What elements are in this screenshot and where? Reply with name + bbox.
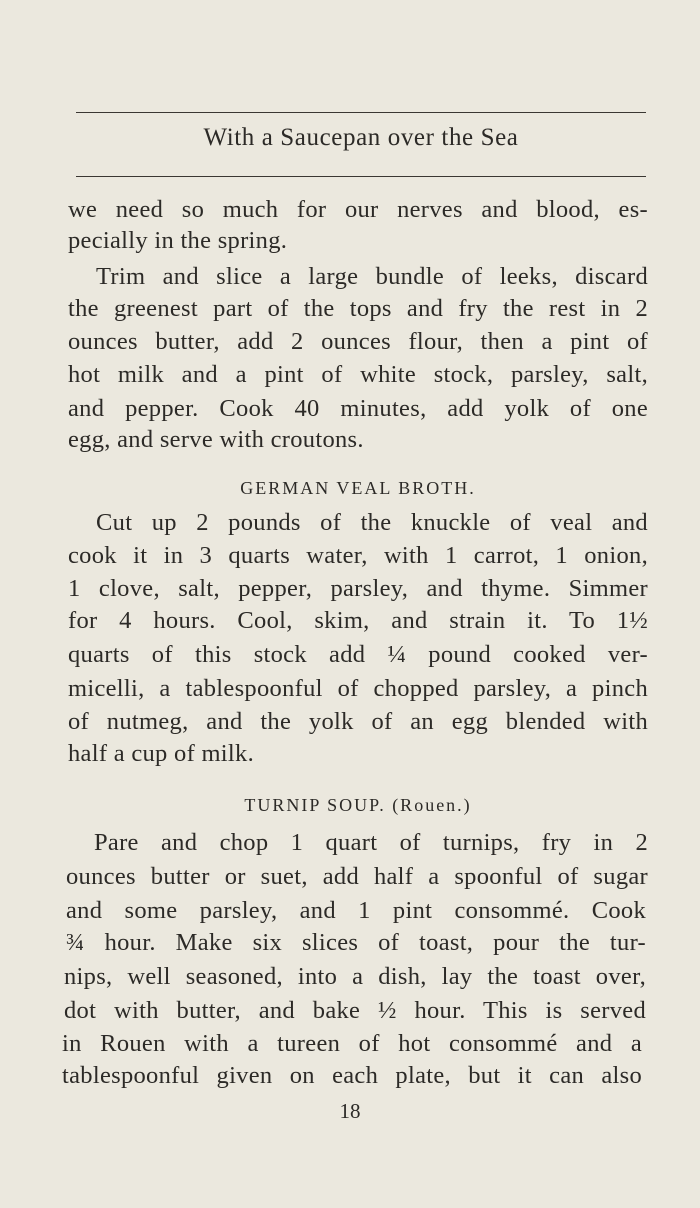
text-line: Trim and slice a large bundle of leeks, discard: [96, 263, 648, 290]
text-line: ¾ hour. Make six slices of toast, pour the tur-: [66, 929, 646, 956]
text-line: Pare and chop 1 quart of turnips, fry in 2: [94, 829, 648, 856]
text-line: micelli, a tablespoonful of chopped parsley, a pinch: [68, 675, 648, 702]
text-line: pecially in the spring.: [68, 227, 288, 254]
text-line: dot with butter, and bake ½ hour. This is served: [64, 997, 646, 1024]
section-heading-turnip-soup: TURNIP SOUP. (Rouen.): [244, 795, 472, 815]
text-line: nips, well seasoned, into a dish, lay the toast over,: [64, 963, 646, 990]
text-line: and pepper. Cook 40 minutes, add yolk of one: [68, 395, 648, 422]
text-line: we need so much for our nerves and blood, es-: [68, 196, 648, 223]
text-line: in Rouen with a tureen of hot consommé and a: [62, 1030, 642, 1057]
text-line: cook it in 3 quarts water, with 1 carrot, 1 onion,: [68, 542, 648, 569]
text-line: for 4 hours. Cool, skim, and strain it. To 1½: [68, 607, 648, 634]
text-line: of nutmeg, and the yolk of an egg blended with: [68, 708, 648, 735]
text-line: Cut up 2 pounds of the knuckle of veal and: [96, 509, 648, 536]
header-top-rule: [76, 112, 646, 113]
text-line: ounces butter, add 2 ounces flour, then a pint of: [68, 328, 648, 355]
text-line: and some parsley, and 1 pint consommé. Cook: [66, 897, 646, 924]
text-line: quarts of this stock add ¼ pound cooked ver-: [68, 641, 648, 668]
header-bottom-rule: [76, 176, 646, 177]
text-line: egg, and serve with croutons.: [68, 426, 364, 453]
text-line: ounces butter or suet, add half a spoonful of sugar: [66, 863, 648, 890]
running-head: With a Saucepan over the Sea: [203, 124, 519, 151]
page-number: 18: [339, 1099, 361, 1123]
text-line: 1 clove, salt, pepper, parsley, and thyme. Simmer: [68, 575, 648, 602]
section-heading-veal-broth: GERMAN VEAL BROTH.: [240, 478, 476, 498]
text-line: tablespoonful given on each plate, but it can also: [62, 1062, 642, 1089]
text-line: half a cup of milk.: [68, 740, 254, 767]
text-line: hot milk and a pint of white stock, parsley, salt,: [68, 361, 648, 388]
text-line: the greenest part of the tops and fry the rest in 2: [68, 295, 648, 322]
